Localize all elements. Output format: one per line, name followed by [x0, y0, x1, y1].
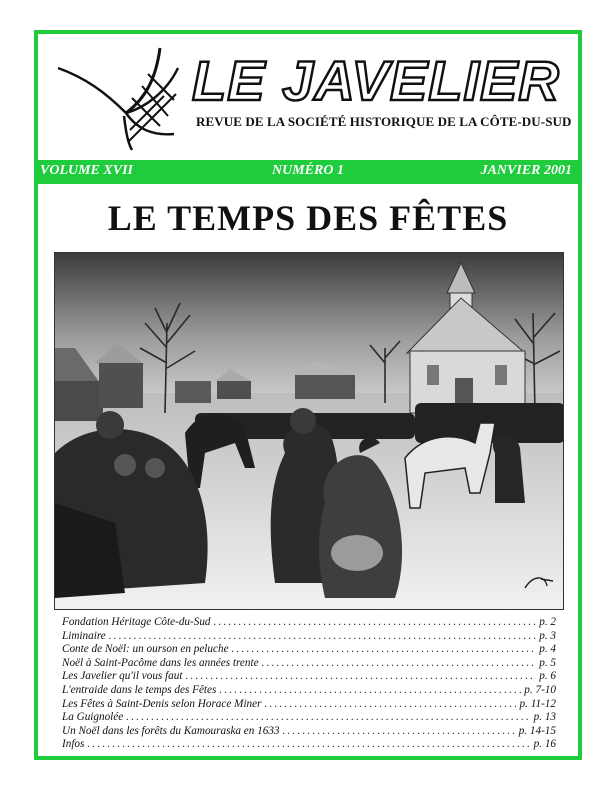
- toc-item: [62, 616, 556, 630]
- toc-item-title: Un Noël dans les forêts du Kamouraska en 1633: [62, 724, 280, 737]
- toc-item-title: Les Fêtes à Saint-Denis selon Horace Miner: [62, 697, 262, 710]
- magazine-title: LE JAVELIER: [192, 49, 560, 112]
- issue-volume: VOLUME XVII: [40, 163, 133, 178]
- toc-item: [62, 698, 556, 712]
- toc-item-title: Les Javelier qu'il vous faut: [62, 670, 183, 683]
- toc-item-title: Noël à Saint-Pacôme dans les années trente: [62, 656, 259, 669]
- magazine-subtitle: REVUE DE LA SOCIÉTÉ HISTORIQUE DE LA CÔTE-DU-SUD: [196, 114, 572, 129]
- toc-item-title: Fondation Héritage Côte-du-Sud: [62, 616, 211, 628]
- toc-item: [62, 657, 556, 671]
- cover-headline: LE TEMPS DES FÊTES: [107, 198, 509, 238]
- toc-item: [62, 670, 556, 684]
- toc-item-title: La Guignolée: [62, 711, 124, 724]
- table-of-contents: [62, 616, 556, 752]
- toc-item-page: p. 3: [539, 629, 556, 642]
- toc-item: [62, 643, 556, 657]
- issue-band: [34, 160, 582, 184]
- toc-item: [62, 630, 556, 644]
- cover-illustration: [54, 252, 564, 610]
- toc-item-title: Liminaire: [62, 629, 106, 642]
- issue-number: NUMÉRO 1: [272, 163, 344, 178]
- toc-item-page: p. 13: [533, 711, 556, 724]
- toc-item-page: p. 5: [539, 656, 556, 669]
- toc-item-page: p. 2: [539, 616, 556, 628]
- toc-item-title: L'entraide dans le temps des Fêtes: [62, 683, 217, 696]
- toc-item-page: p. 4: [539, 643, 556, 656]
- toc-item: [62, 711, 556, 725]
- javelier-hay-fork-icon: [56, 38, 188, 158]
- issue-date: JANVIER 2001: [480, 163, 572, 178]
- toc-item: [62, 738, 556, 752]
- toc-item-title: Conte de Noël: un ourson en peluche: [62, 643, 229, 656]
- toc-item-page: p. 11-12: [519, 697, 556, 710]
- toc-item-page: p. 16: [533, 738, 556, 751]
- toc-item-title: Infos: [62, 738, 85, 751]
- toc-item-page: p. 7-10: [524, 683, 556, 696]
- toc-item-page: p. 6: [539, 670, 556, 683]
- winter-scene-illustration: [55, 253, 564, 610]
- toc-item-page: p. 14-15: [518, 724, 556, 737]
- toc-item: [62, 725, 556, 739]
- toc-item: [62, 684, 556, 698]
